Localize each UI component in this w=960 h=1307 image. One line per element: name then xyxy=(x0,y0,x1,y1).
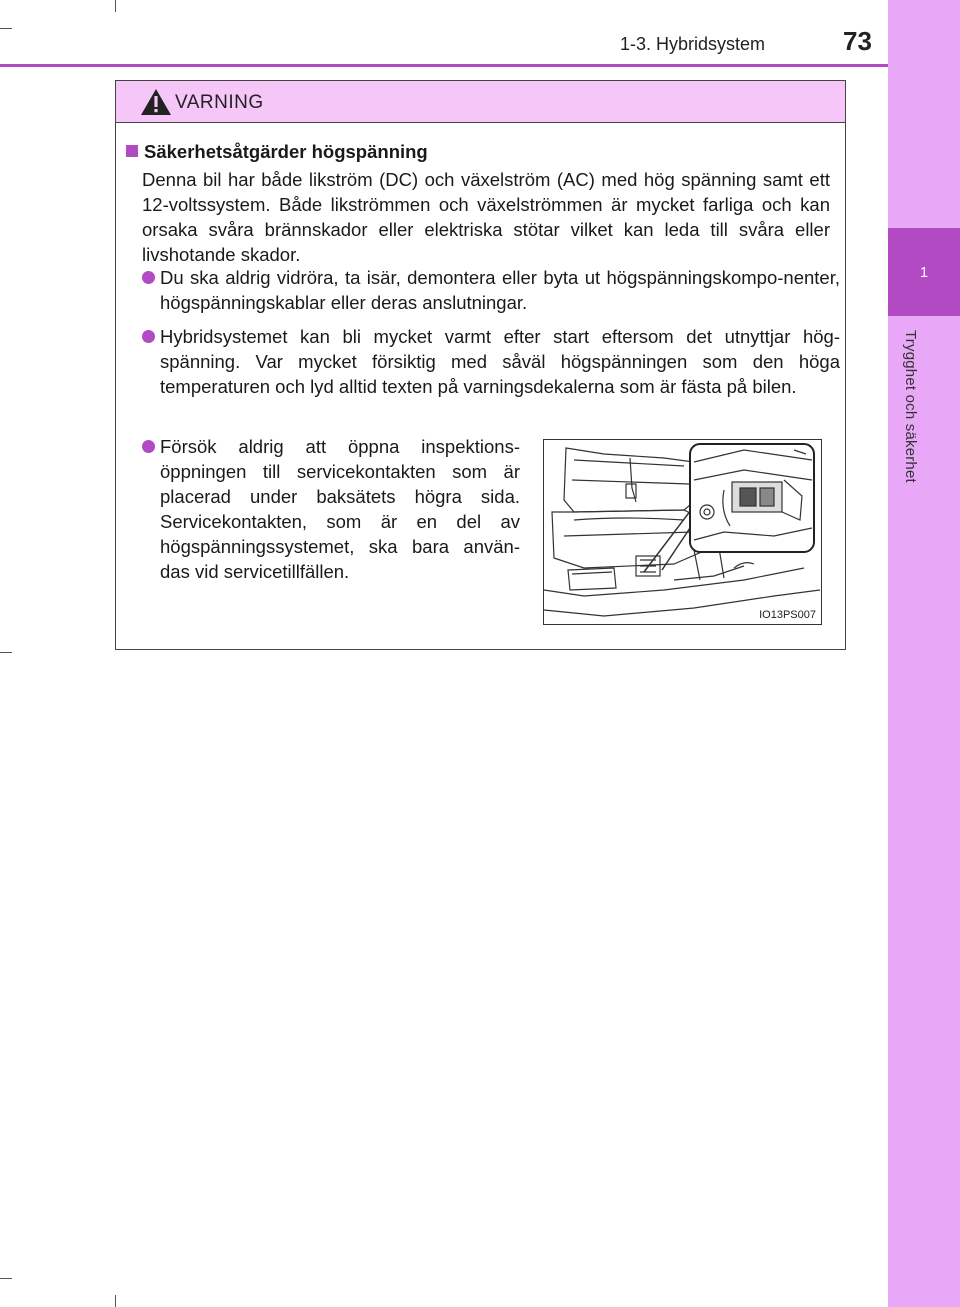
bullet-item: Hybridsystemet kan bli mycket varmt efter start eftersom det utnyttjar hög-spänning. Var mycket försiktig med såväl högspänningen som den höga temperaturen och lyd alltid texten på varningsdekalerna som är fästa på bilen. xyxy=(160,326,840,397)
section-heading-text: Säkerhetsåtgärder högspänning xyxy=(144,141,428,162)
page-number: 73 xyxy=(843,26,872,56)
warning-triangle-icon xyxy=(140,88,172,116)
crop-mark xyxy=(115,0,116,12)
side-tab-chapter-label: Trygghet och säkerhet xyxy=(902,330,919,483)
bullet-dot-icon xyxy=(142,271,155,284)
chapter-title: 1-3. Hybridsystem xyxy=(620,34,766,54)
warning-box xyxy=(115,80,846,650)
intro-paragraph: Denna bil har både likström (DC) och växelström (AC) med hög spänning samt ett 12-voltssystem. Både likströmmen och växelströmmen är mycket farliga och kan orsaka svåra brännskador eller elektriska stötar vilket kan leda till svåra eller livshotande skador. xyxy=(142,169,830,265)
service-plug-illustration xyxy=(543,439,822,625)
crop-mark xyxy=(115,1295,116,1307)
square-bullet-icon xyxy=(126,145,138,157)
side-tab-chapter-number: 1 xyxy=(888,228,960,316)
crop-mark xyxy=(0,28,12,29)
crop-mark xyxy=(0,1278,12,1279)
warning-title: VARNING xyxy=(175,92,264,113)
bullet-item: Försök aldrig att öppna inspektions-öppningen till servicekontakten som är placerad under baksätets högra sida. Servicekontakten, som är en del av högspänningssystemet, ska bara använ-das vid servicetillfällen. xyxy=(160,436,520,582)
side-tab xyxy=(888,0,960,1307)
illustration-code: IO13PS007 xyxy=(759,609,816,621)
bullet-dot-icon xyxy=(142,440,155,453)
crop-mark xyxy=(0,652,12,653)
section-heading xyxy=(126,141,428,163)
bullet-item: Du ska aldrig vidröra, ta isär, demontera eller byta ut högspänningskompo-nenter, högspänningskablar eller deras anslutningar. xyxy=(160,267,840,313)
warning-header xyxy=(116,81,845,123)
header-rule xyxy=(0,64,888,67)
rear-seat-drawing xyxy=(544,440,820,623)
bullet-dot-icon xyxy=(142,330,155,343)
